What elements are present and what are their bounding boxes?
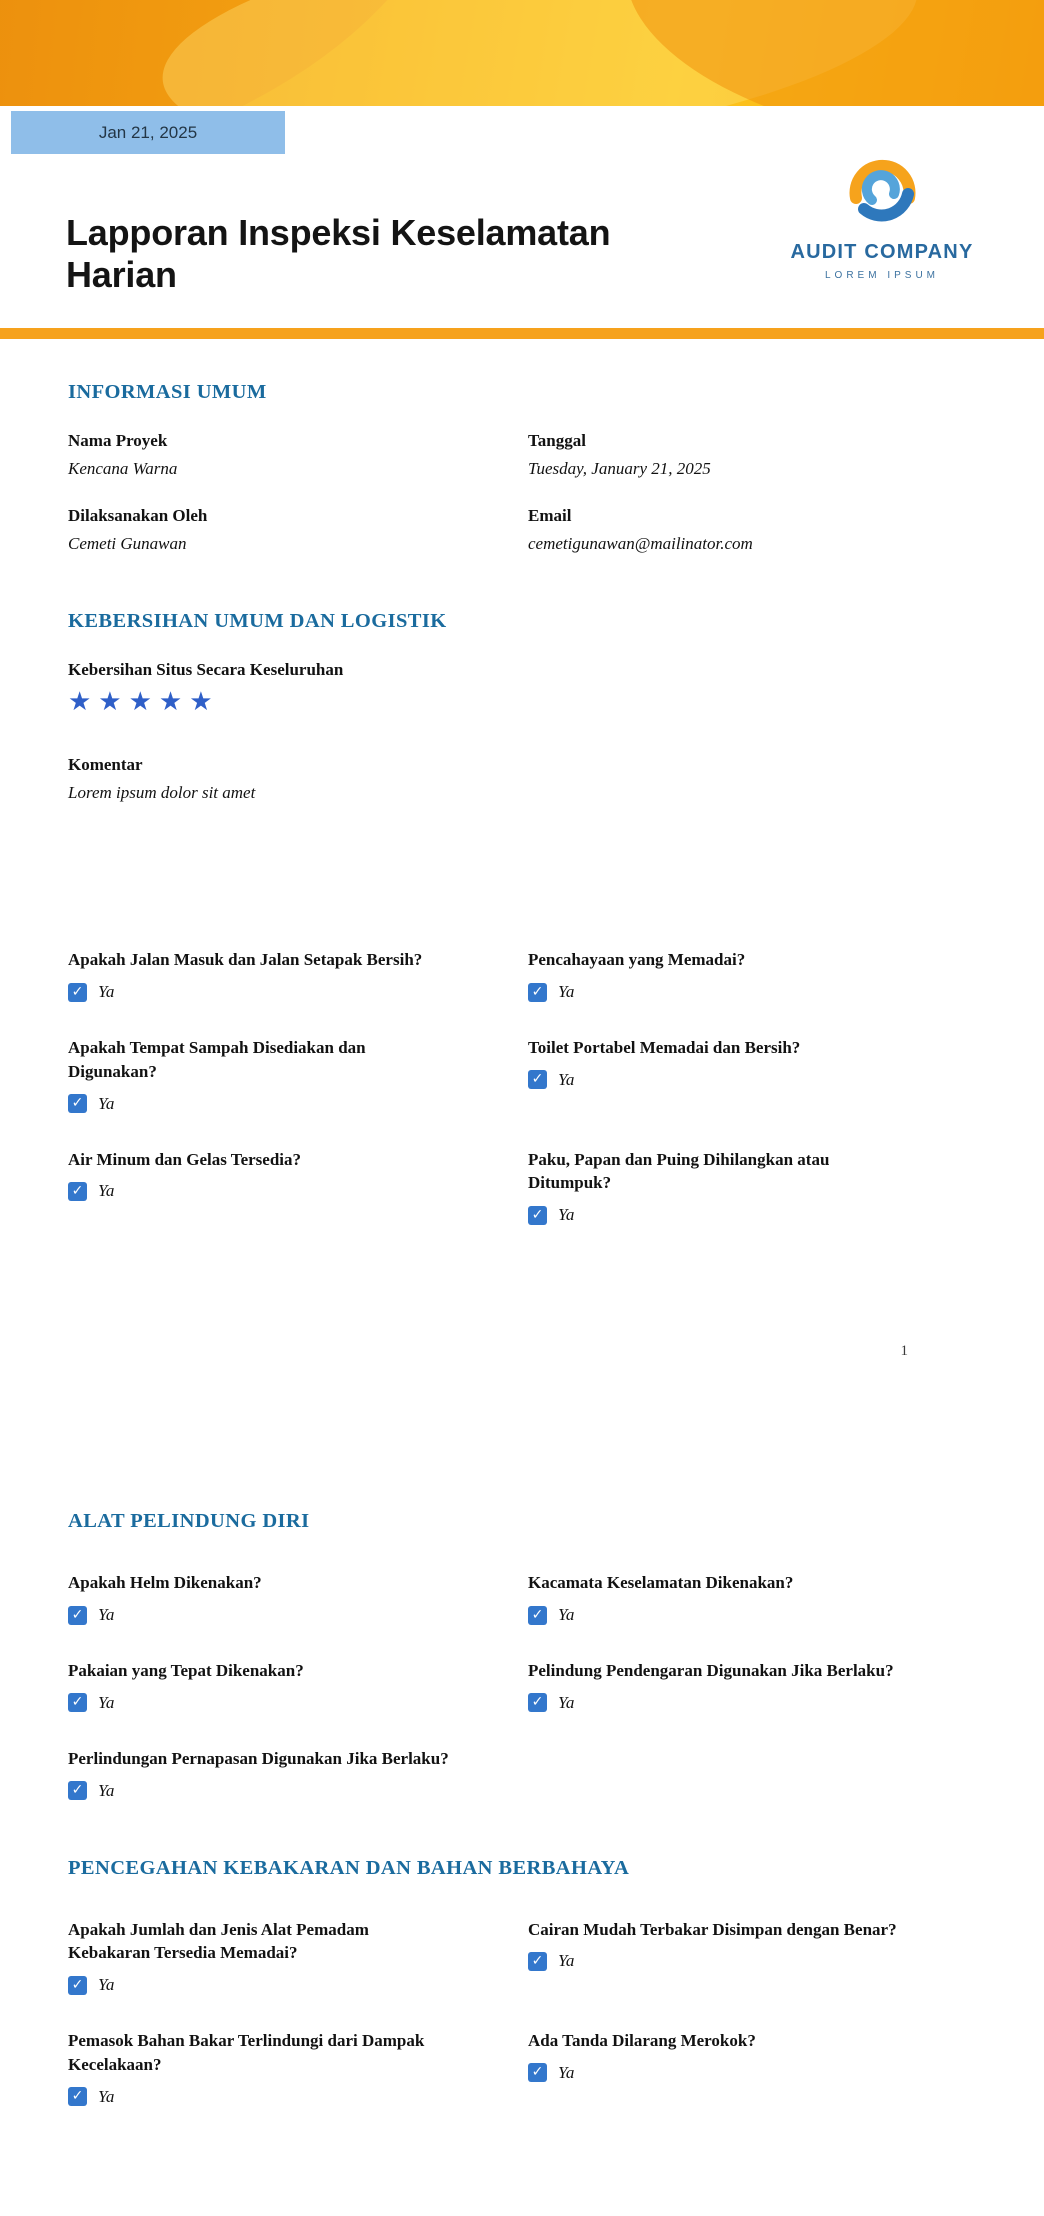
checkbox-checked-icon: ✓ [68, 983, 87, 1002]
section-informasi-umum [68, 381, 976, 554]
answer-text: Ya [558, 1205, 575, 1225]
question-item [68, 1659, 528, 1713]
header-banner [0, 0, 1044, 106]
question-item [528, 1036, 976, 1114]
checkbox-checked-icon: ✓ [68, 1182, 87, 1201]
field-label: Tanggal [528, 431, 586, 451]
answer-row [68, 1094, 528, 1114]
section-alat-pelindung-diri [68, 1510, 976, 1800]
question-label: Pencahayaan yang Memadai? [528, 950, 746, 970]
question-label: Air Minum dan Gelas Tersedia? [68, 1149, 301, 1169]
question-item [68, 1918, 528, 1996]
logo-company-name: AUDIT COMPANY [790, 241, 974, 263]
company-logo [782, 148, 982, 281]
answer-row [528, 1605, 976, 1625]
question-label: Cairan Mudah Terbakar Disimpan dengan Benar? [528, 1919, 897, 1939]
question-label: Pemasok Bahan Bakar Terlindungi dari Dampak Kecelakaan? [68, 2031, 425, 2074]
section-heading: INFORMASI UMUM [68, 381, 267, 404]
checkbox-checked-icon: ✓ [528, 983, 547, 1002]
info-field [68, 431, 528, 479]
question-label: Apakah Jalan Masuk dan Jalan Setapak Bersih? [68, 950, 423, 970]
checkbox-checked-icon: ✓ [68, 1094, 87, 1113]
question-label: Ada Tanda Dilarang Merokok? [528, 2031, 756, 2051]
question-label: Apakah Helm Dikenakan? [68, 1573, 262, 1593]
checkbox-checked-icon: ✓ [528, 1952, 547, 1971]
answer-text: Ya [98, 1093, 115, 1113]
field-value: Kencana Warna [68, 459, 178, 479]
question-item [68, 1148, 528, 1226]
report-title: Lapporan Inspeksi Keselamatan Harian [66, 212, 611, 296]
section-heading: ALAT PELINDUNG DIRI [68, 1510, 310, 1533]
answer-row [528, 982, 976, 1002]
info-field [528, 431, 976, 479]
checkbox-checked-icon: ✓ [528, 2063, 547, 2082]
question-label: Pelindung Pendengaran Digunakan Jika Berlaku? [528, 1661, 894, 1680]
answer-row [68, 982, 528, 1002]
rating-label: Kebersihan Situs Secara Keseluruhan [68, 660, 344, 680]
answer-text: Ya [558, 1605, 575, 1624]
comment-value: Lorem ipsum dolor sit amet [68, 783, 256, 803]
field-value: Cemeti Gunawan [68, 534, 187, 554]
question-label: Perlindungan Pernapasan Digunakan Jika Berlaku? [68, 1748, 449, 1768]
question-label: Apakah Jumlah dan Jenis Alat Pemadam Kebakaran Tersedia Memadai? [68, 1919, 369, 1963]
answer-text: Ya [98, 1975, 115, 1995]
question-label: Paku, Papan dan Puing Dihilangkan atau Ditumpuk? [528, 1149, 830, 1193]
checkbox-checked-icon: ✓ [68, 1976, 87, 1995]
report-body [0, 381, 1044, 2107]
question-item [528, 1571, 976, 1625]
answer-row [528, 2063, 976, 2083]
answer-text: Ya [98, 982, 115, 1002]
answer-text: Ya [558, 982, 575, 1002]
logo-swirl-icon [842, 148, 922, 233]
answer-text: Ya [98, 2086, 115, 2106]
section-kebersihan [68, 610, 976, 1225]
question-item [528, 1918, 976, 1996]
answer-text: Ya [558, 1069, 575, 1089]
answer-text: Ya [98, 1605, 115, 1624]
question-grid [68, 1918, 976, 2107]
info-field [68, 506, 528, 554]
field-value: cemetigunawan@mailinator.com [528, 534, 753, 554]
section-heading: PENCEGAHAN KEBAKARAN DAN BAHAN BERBAHAYA [68, 1856, 630, 1879]
report-date-badge: Jan 21, 2025 [11, 111, 285, 154]
answer-text: Ya [98, 1780, 115, 1800]
answer-row [68, 1693, 528, 1713]
question-grid [68, 1571, 976, 1800]
answer-text: Ya [558, 2062, 575, 2082]
accent-divider [0, 328, 1044, 339]
comment-block [68, 755, 976, 803]
field-label: Dilaksanakan Oleh [68, 506, 208, 526]
answer-text: Ya [558, 1692, 575, 1712]
answer-text: Ya [558, 1951, 575, 1971]
answer-row [528, 1951, 976, 1971]
info-fields [68, 404, 976, 554]
field-label: Nama Proyek [68, 431, 168, 451]
info-field [528, 506, 976, 554]
question-item [528, 948, 976, 1002]
answer-row [68, 1975, 528, 1995]
comment-label: Komentar [68, 755, 143, 775]
question-label: Kacamata Keselamatan Dikenakan? [528, 1573, 794, 1593]
rating-block [68, 660, 976, 715]
question-label: Apakah Tempat Sampah Disediakan dan Digunakan? [68, 1038, 366, 1081]
answer-row [68, 2087, 528, 2107]
checkbox-checked-icon: ✓ [68, 2087, 87, 2106]
question-label: Toilet Portabel Memadai dan Bersih? [528, 1038, 801, 1058]
checkbox-checked-icon: ✓ [68, 1606, 87, 1625]
answer-row [528, 1070, 976, 1090]
question-item [68, 1036, 528, 1114]
star-rating-icon: ★★★★★ [68, 687, 220, 717]
question-item [528, 2029, 976, 2107]
logo-tagline: LOREM IPSUM [824, 270, 939, 281]
answer-row [68, 1181, 528, 1201]
question-item [68, 1571, 528, 1625]
answer-row [528, 1693, 976, 1713]
page-number: 1 [900, 1343, 908, 1360]
section-pencegahan-kebakaran [68, 1857, 976, 2107]
answer-row [68, 1605, 528, 1625]
question-label: Pakaian yang Tepat Dikenakan? [68, 1661, 304, 1680]
answer-row [68, 1781, 528, 1801]
checkbox-checked-icon: ✓ [528, 1606, 547, 1625]
field-value: Tuesday, January 21, 2025 [528, 459, 711, 479]
section-heading: KEBERSIHAN UMUM DAN LOGISTIK [68, 610, 447, 633]
checkbox-checked-icon: ✓ [528, 1070, 547, 1089]
checkbox-checked-icon: ✓ [68, 1693, 87, 1712]
question-item [528, 1659, 976, 1713]
question-grid [68, 948, 976, 1225]
checkbox-checked-icon: ✓ [68, 1781, 87, 1800]
field-label: Email [528, 506, 572, 526]
checkbox-checked-icon: ✓ [528, 1206, 547, 1225]
question-item [68, 2029, 528, 2107]
question-item [68, 1747, 528, 1801]
report-header [0, 154, 1044, 296]
answer-text: Ya [98, 1692, 115, 1712]
question-item [528, 1148, 976, 1226]
checkbox-checked-icon: ✓ [528, 1693, 547, 1712]
question-item [68, 948, 528, 1002]
answer-row [528, 1205, 976, 1225]
answer-text: Ya [98, 1181, 115, 1201]
